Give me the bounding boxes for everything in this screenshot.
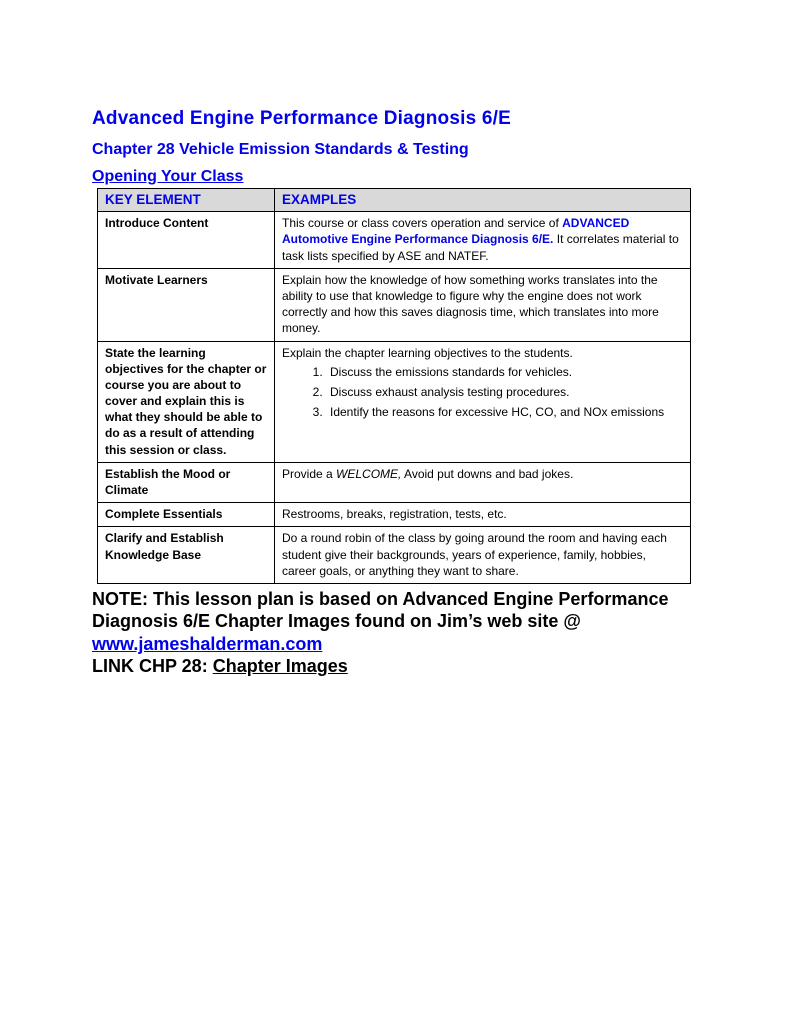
- objective-item: 1. Discuss the emissions standards for vehicles.: [326, 364, 683, 380]
- table-row: [98, 503, 691, 527]
- lesson-plan-table: [97, 188, 691, 584]
- table-row: [98, 268, 691, 341]
- table-row: [98, 462, 691, 502]
- table-row: [98, 341, 691, 462]
- objectives-list: [282, 364, 683, 421]
- note-paragraph: [92, 588, 698, 656]
- example-highlight-text: ADVANCED Automotive Engine Performance Diagnosis 6/E.: [282, 216, 630, 247]
- key-element-cell: Clarify and Establish Knowledge Base: [98, 527, 275, 584]
- example-cell: Explain how the knowledge of how something works translates into the ability to use that knowledge to figure why the engine does not work correctly and how this saves diagnosis time, which translates into more money.: [275, 268, 691, 341]
- example-cell: [275, 341, 691, 462]
- example-cell: [275, 212, 691, 269]
- objective-item: 3. Identify the reasons for excessive HC, CO, and NOx emissions: [326, 404, 683, 420]
- example-text: It correlates material to task lists specified by ASE and NATEF.: [282, 232, 679, 263]
- example-italic-text: WELCOME,: [336, 466, 402, 481]
- example-cell: [275, 462, 691, 502]
- chapter-heading: Chapter 28 Vehicle Emission Standards & Testing: [92, 141, 469, 158]
- table-row: [98, 212, 691, 269]
- example-text: This course or class covers operation and service of: [282, 216, 563, 231]
- document-title: Advanced Engine Performance Diagnosis 6/E: [92, 108, 511, 129]
- table-row: [98, 527, 691, 584]
- chapter-link-line: [92, 655, 698, 678]
- example-cell: Do a round robin of the class by going around the room and having each student give their backgrounds, years of experience, family, hobbies, career goals, or anything they want to share.: [275, 527, 691, 584]
- column-header-key-element: KEY ELEMENT: [98, 189, 275, 212]
- objective-item: 2. Discuss exhaust analysis testing procedures.: [326, 384, 683, 400]
- table-header-row: [98, 189, 691, 212]
- column-header-examples: EXAMPLES: [275, 189, 691, 212]
- key-element-cell: State the learning objectives for the chapter or course you are about to cover and explain this is what they should be able to do as a result of attending this session or class.: [98, 341, 275, 462]
- key-element-cell: Establish the Mood or Climate: [98, 462, 275, 502]
- key-element-cell: Complete Essentials: [98, 503, 275, 527]
- objectives-intro: Explain the chapter learning objectives to the students.: [282, 345, 573, 360]
- section-heading: Opening Your Class: [92, 168, 244, 185]
- key-element-cell: Introduce Content: [98, 212, 275, 269]
- key-element-cell: Motivate Learners: [98, 268, 275, 341]
- note-text: NOTE: This lesson plan is based on Advanced Engine Performance Diagnosis 6/E Chapter Images found on Jim’s web site @: [92, 588, 669, 632]
- website-link[interactable]: www.jameshalderman.com: [92, 633, 323, 654]
- example-text: Provide a: [282, 466, 337, 481]
- example-cell: Restrooms, breaks, registration, tests, etc.: [275, 503, 691, 527]
- chapter-images-link[interactable]: Chapter Images: [212, 656, 348, 677]
- example-text: Avoid put downs and bad jokes.: [401, 466, 574, 481]
- link-line-label: LINK CHP 28:: [92, 656, 208, 677]
